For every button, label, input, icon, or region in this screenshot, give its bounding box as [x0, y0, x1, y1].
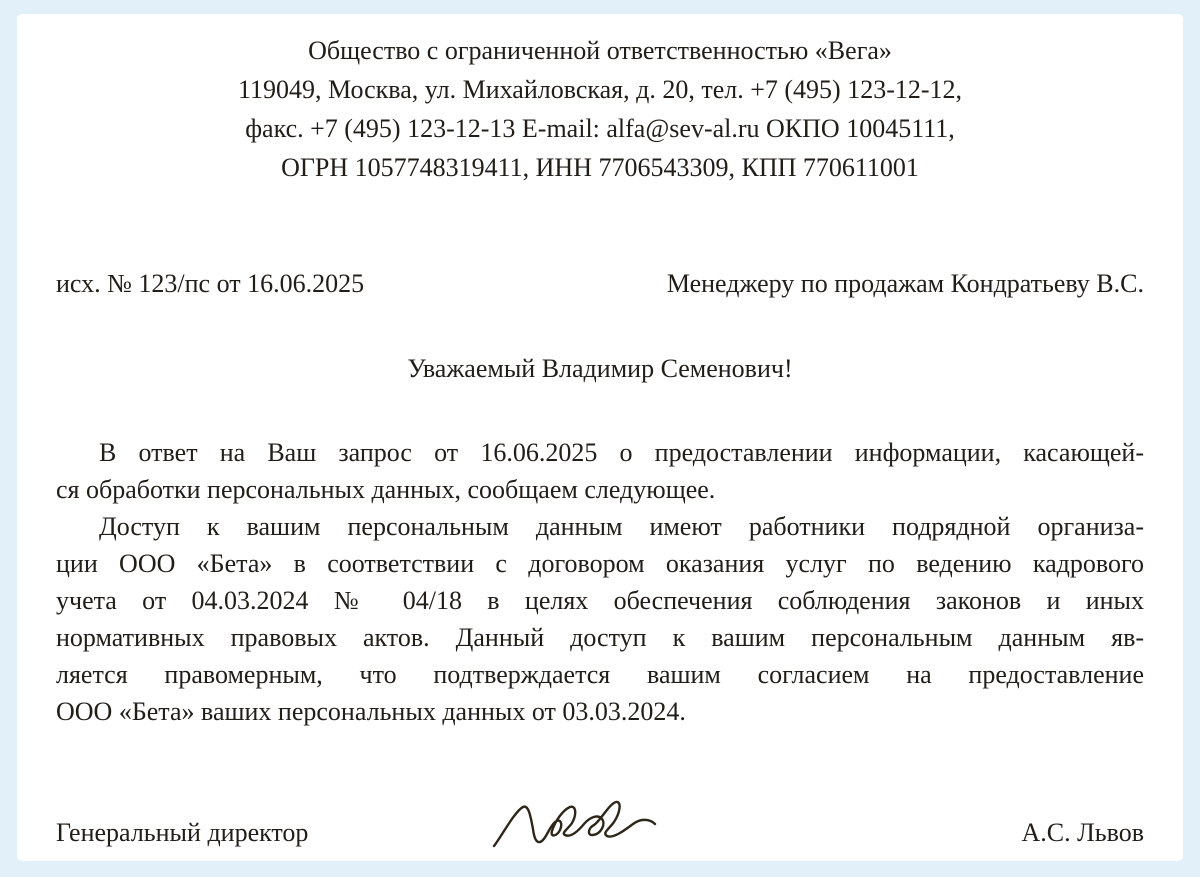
- letter-body: [56, 434, 1144, 730]
- letterhead-ogrn-inn-kpp: ОГРН 1057748319411, ИНН 7706543309, КПП 770611001: [281, 153, 919, 182]
- recipient: Менеджеру по продажам Кондратьеву В.С.: [666, 269, 1144, 298]
- body-line: ляется правомерным, что подтверждается вашим согласием на предоставление: [56, 660, 1144, 689]
- body-line: учета от 04.03.2024 № 04/18 в целях обеспечения соблюдения законов и иных: [56, 586, 1144, 615]
- letter-document: [17, 14, 1183, 861]
- signature-row: [56, 786, 1144, 850]
- letterhead: [56, 31, 1144, 187]
- body-line: нормативных правовых актов. Данный доступ к вашим персональным данным яв-: [56, 623, 1144, 652]
- outgoing-number: исх. № 123/пс от 16.06.2025: [56, 269, 365, 298]
- reference-row: [56, 264, 1144, 303]
- signer-title: Генеральный директор: [56, 818, 309, 847]
- letterhead-fax-email-okpo: факс. +7 (495) 123-12-13 E-mail: alfa@sev-al.ru ОКПО 10045111,: [245, 114, 955, 143]
- body-line: Доступ к вашим персональным данным имеют работники подрядной организа-: [99, 512, 1144, 541]
- body-line: ООО «Бета» ваших персональных данных от 03.03.2024.: [56, 697, 686, 726]
- letterhead-address-phone: 119049, Москва, ул. Михайловская, д. 20, тел. +7 (495) 123-12-12,: [237, 75, 963, 104]
- body-line: ции ООО «Бета» в соответствии с договором оказания услуг по ведению кадрового: [56, 549, 1144, 578]
- signature-stroke: [494, 802, 655, 846]
- letterhead-company-name: Общество с ограниченной ответственностью «Вега»: [308, 36, 892, 65]
- salutation: Уважаемый Владимир Семенович!: [407, 354, 793, 383]
- body-line: В ответ на Ваш запрос от 16.06.2025 о предоставлении информации, касающей-: [99, 438, 1144, 467]
- handwritten-signature-ink: [489, 786, 661, 858]
- body-line: ся обработки персональных данных, сообщаем следующее.: [56, 475, 716, 504]
- signer-name: А.С. Львов: [1021, 818, 1144, 847]
